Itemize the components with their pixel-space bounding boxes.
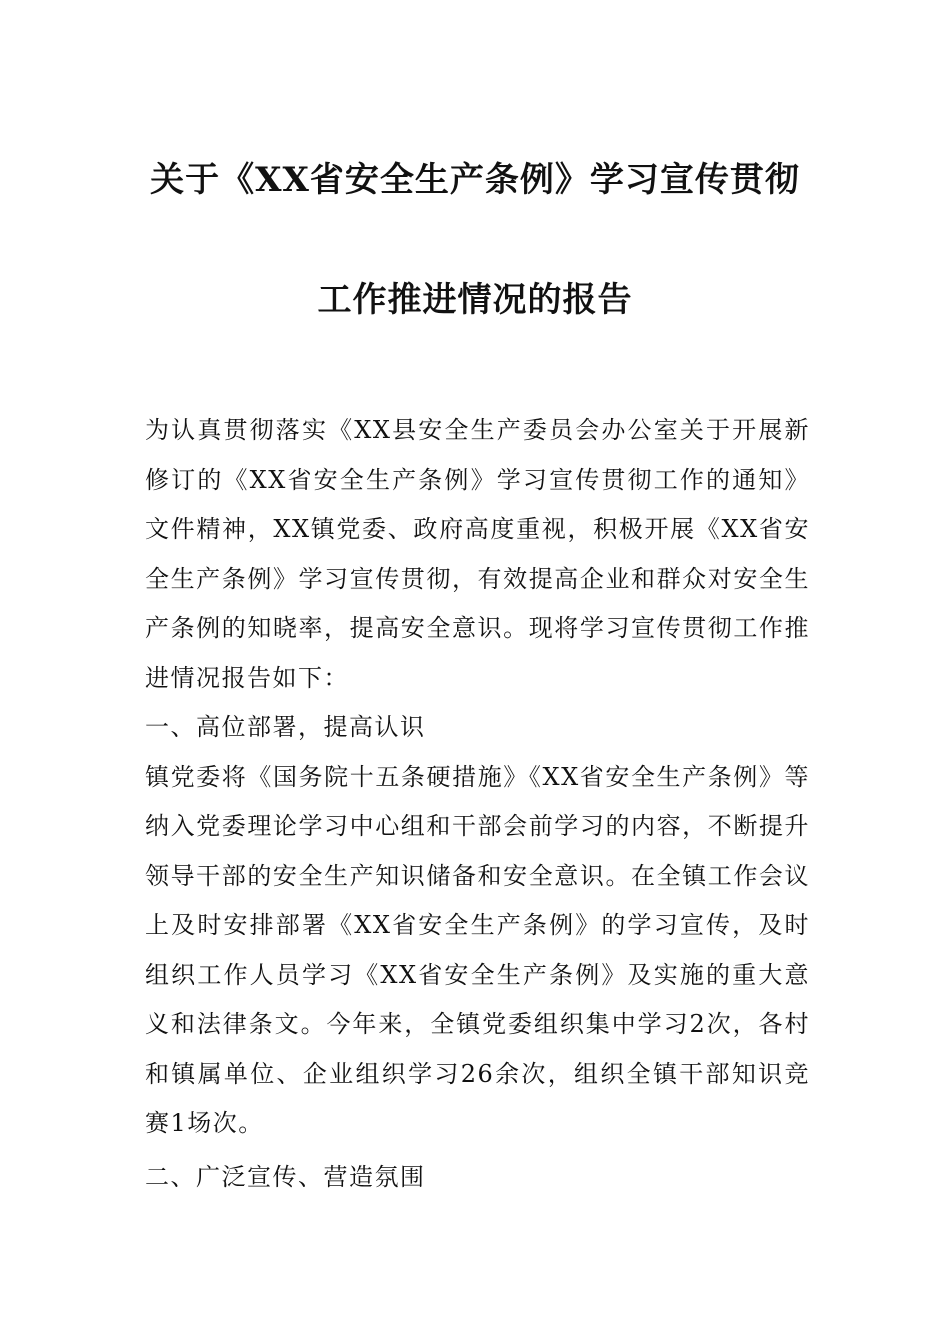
section-1-heading: 一、高位部署，提高认识 bbox=[145, 713, 426, 741]
document-title-line-1: 关于《XX省安全生产条例》学习宣传贯彻 bbox=[150, 160, 800, 200]
document-body bbox=[145, 406, 810, 1149]
section-2-heading: 二、广泛宣传、营造氛围 bbox=[145, 1163, 426, 1191]
intro-paragraph: 为认真贯彻落实《XX县安全生产委员会办公室关于开展新修订的《XX省安全生产条例》学习宣传贯彻工作的通知》文件精神，XX镇党委、政府高度重视，积极开展《XX省安全生产条例》学习宣传贯彻，有效提高企业和群众对安全生产条例的知晓率，提高安全意识。现将学习宣传贯彻工作推进情况报告如下： bbox=[145, 416, 810, 692]
section-1-paragraph: 镇党委将《国务院十五条硬措施》《XX省安全生产条例》等纳入党委理论学习中心组和干部会前学习的内容，不断提升领导干部的安全生产知识储备和安全意识。在全镇工作会议上及时安排部署《XX省安全生产条例》的学习宣传，及时组织工作人员学习《XX省安全生产条例》及实施的重大意义和法律条文。今年来，全镇党委组织集中学习2次，各村和镇属单位、企业组织学习26余次，组织全镇干部知识竞赛1场次。 bbox=[145, 762, 810, 1137]
document-title-line-2: 工作推进情况的报告 bbox=[317, 280, 633, 320]
